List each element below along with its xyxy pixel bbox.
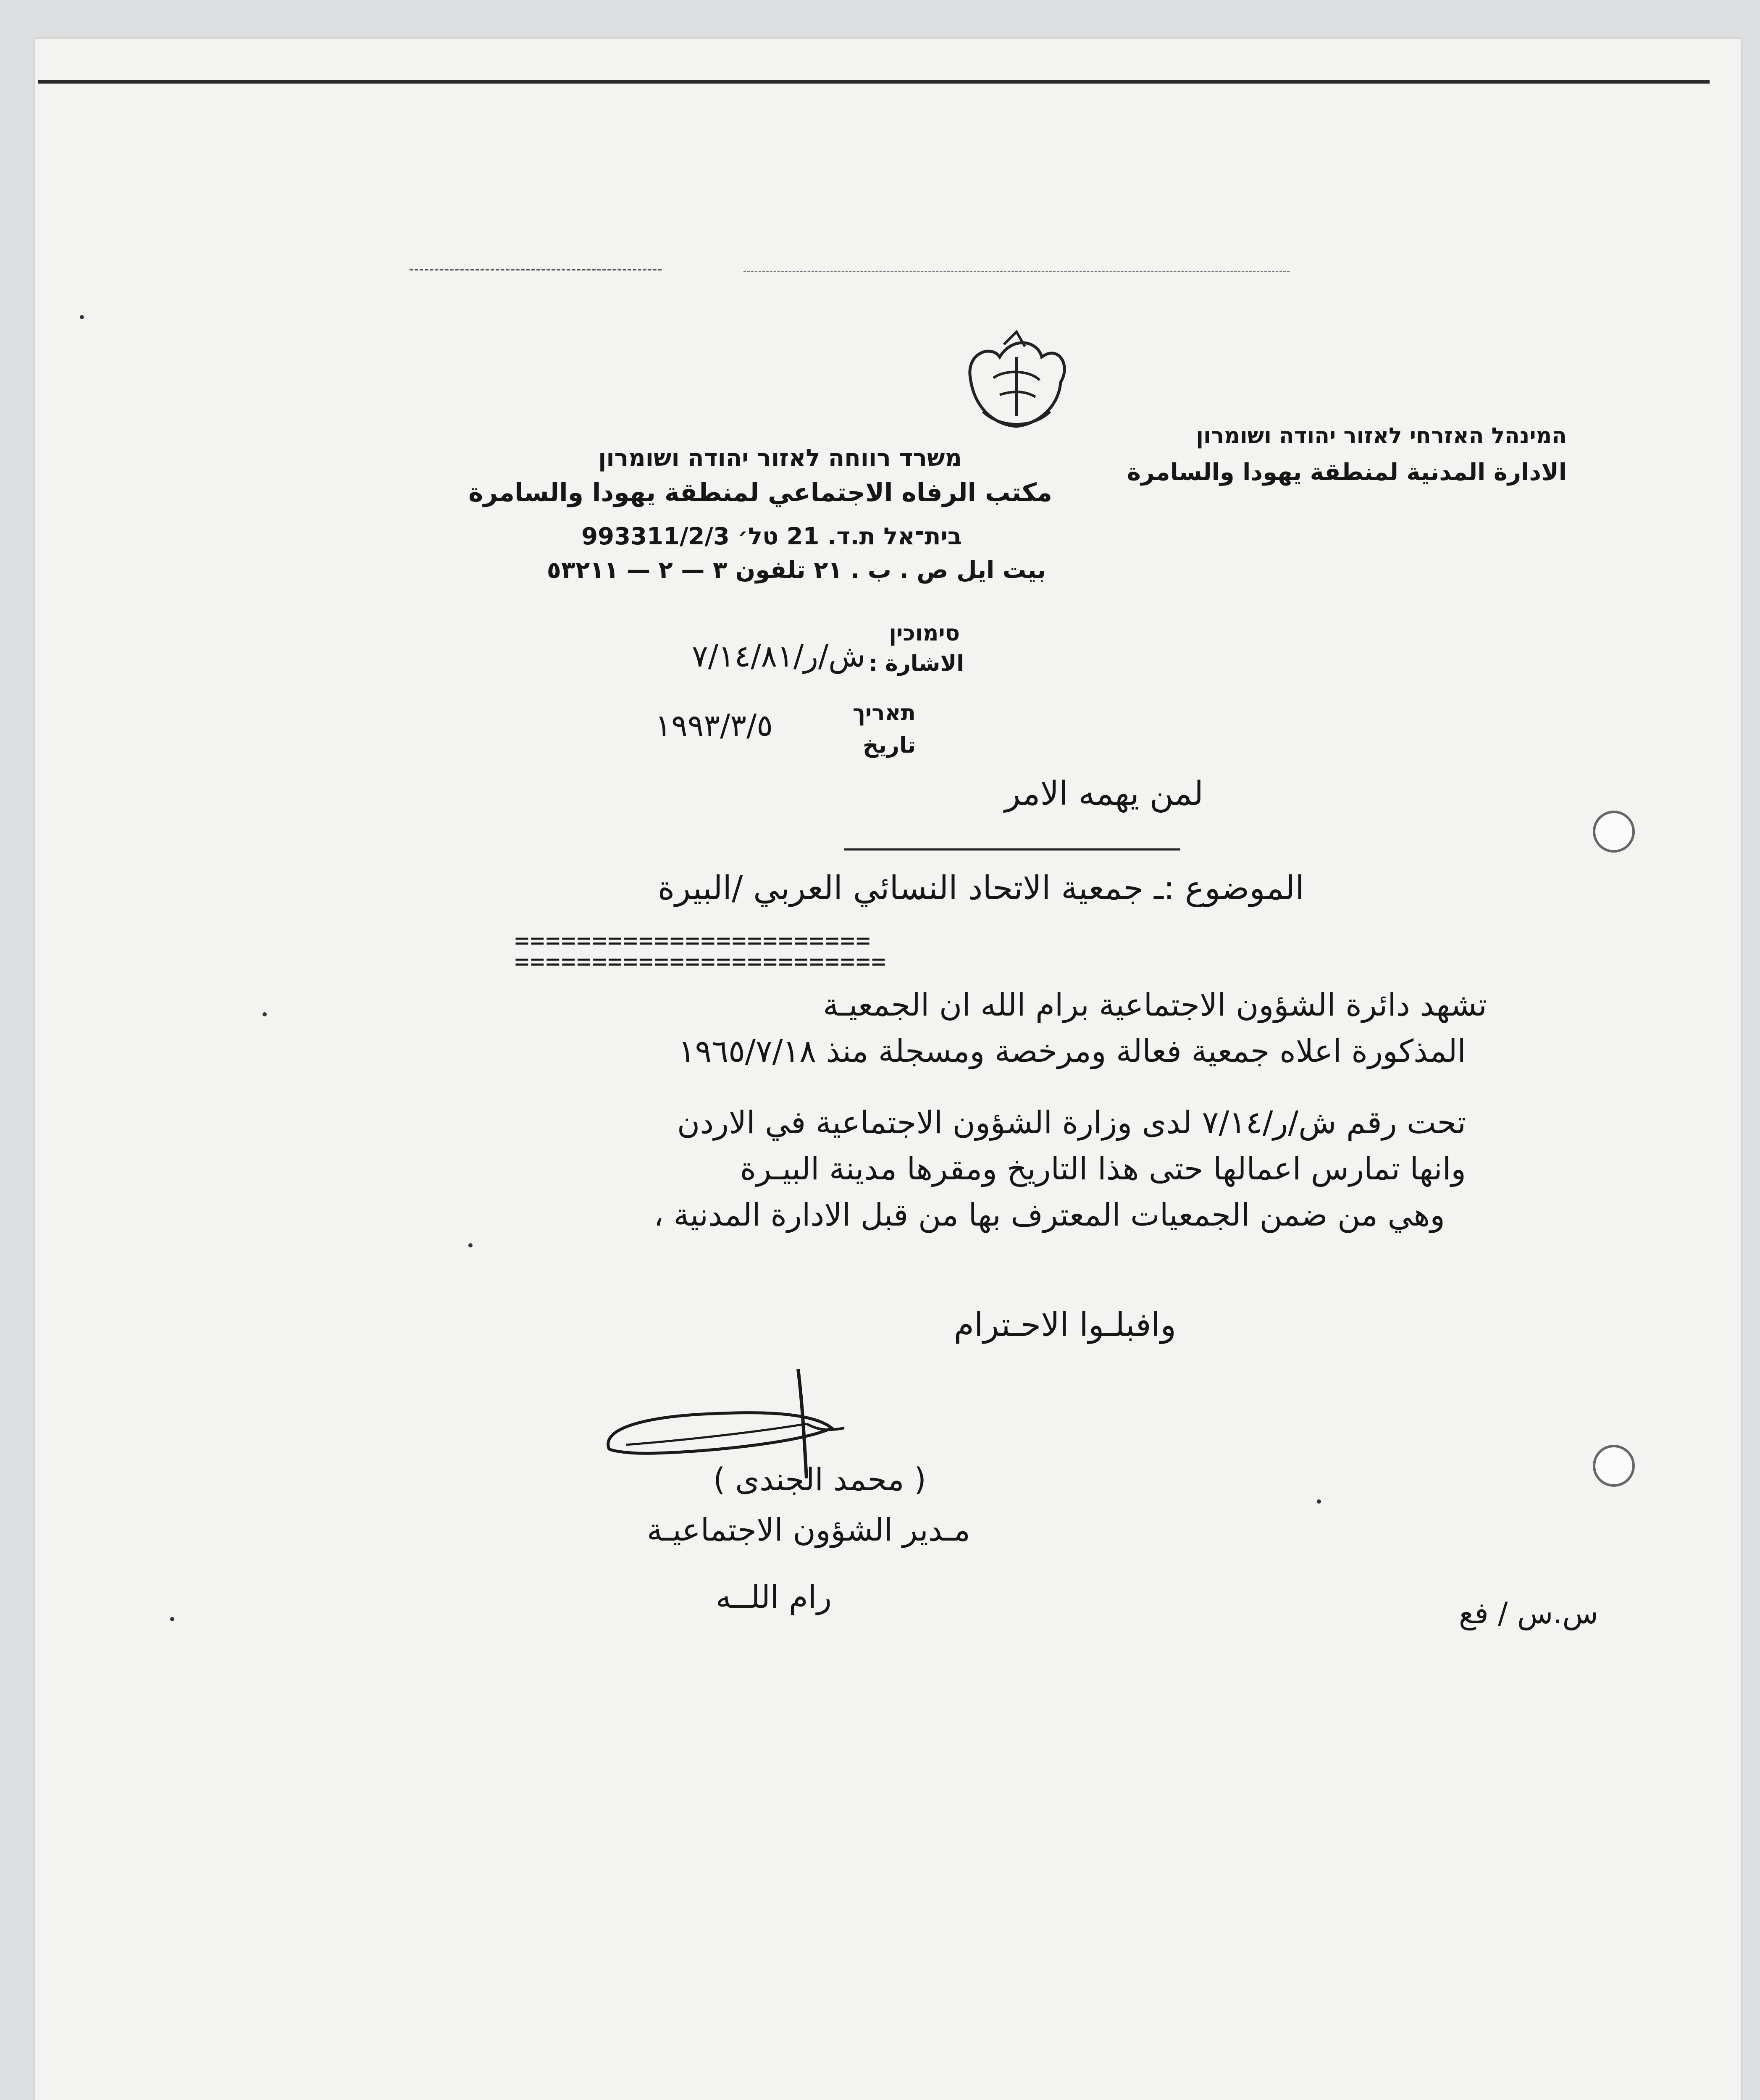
- salutation-underline: [844, 848, 1180, 850]
- speck: [1317, 1499, 1321, 1504]
- letterhead-right-hebrew: המינהל האזרחי לאזור יהודה ושומרון: [1196, 423, 1567, 449]
- closing: وافبلـوا الاحـترام: [954, 1306, 1176, 1344]
- subject-underline: ========================: [515, 947, 887, 976]
- body-line: وهي من ضمن الجمعيات المعترف بها من قبل الادارة المدنية ،: [654, 1197, 1445, 1233]
- signatory-name: ( محمد الجندى ): [713, 1462, 926, 1498]
- reference-label-hebrew: סימוכין: [889, 621, 960, 646]
- date-label-hebrew: תאריך: [852, 701, 916, 726]
- speck: [80, 315, 84, 319]
- letterhead-right-arabic: الادارة المدنية لمنطقة يهودا والسامرة: [1127, 459, 1567, 486]
- body-line: وانها تمارس اعمالها حتى هذا التاريخ ومقرها مدينة البيـرة: [740, 1151, 1466, 1187]
- top-edge-line: [38, 80, 1710, 84]
- emblem-icon: [954, 328, 1080, 437]
- signatory-title: مـدير الشؤون الاجتماعيـة: [646, 1512, 970, 1548]
- salutation: لمن يهمه الامر: [1004, 775, 1203, 813]
- subject-underline: =======================: [515, 926, 872, 955]
- reference-number: ش/ر/٧/١٤/٨١: [691, 638, 865, 674]
- speck: [170, 1617, 174, 1621]
- punch-hole: [1593, 811, 1635, 853]
- dashed-mark: [743, 271, 1290, 272]
- signatory-city: رام اللــه: [715, 1579, 832, 1615]
- initials: س.س / فع: [1459, 1596, 1598, 1630]
- body-line: تحت رقم ش/ر/٧/١٤ لدى وزارة الشؤون الاجتماعية في الاردن: [677, 1105, 1466, 1141]
- letterhead-left-address-hebrew: בית־אל ת.ד. 21 טל׳ 993311/2/3: [581, 523, 962, 550]
- punch-hole: [1593, 1445, 1635, 1487]
- date-label-arabic: تاريخ: [863, 733, 916, 758]
- subject-line: الموضوع :ـ جمعية الاتحاد النسائي العربي /البيرة: [657, 869, 1304, 907]
- letterhead-left-arabic: مكتب الرفاه الاجتماعي لمنطقة يهودا والسامرة: [468, 478, 1052, 507]
- letterhead-left-hebrew: משרד רווחה לאזור יהודה ושומרון: [598, 444, 962, 472]
- body-line: تشهد دائرة الشؤون الاجتماعية برام الله ان الجمعيـة: [823, 987, 1487, 1023]
- speck: [468, 1243, 473, 1247]
- date-value: ١٩٩٣/٣/٥: [655, 708, 773, 743]
- reference-label-arabic: الاشارة :: [869, 651, 964, 676]
- letterhead-left-address-arabic: بيت ايل ص . ب . ٢١ تلفون ٣ — ٢ — ٥٣٢١١: [546, 556, 1046, 584]
- body-line: المذكورة اعلاه جمعية فعالة ومرخصة ومسجلة منذ ١٩٦٥/٧/١٨: [678, 1033, 1466, 1069]
- speck: [263, 1012, 267, 1016]
- dashed-mark: [410, 269, 662, 270]
- document-page: [35, 39, 1741, 2100]
